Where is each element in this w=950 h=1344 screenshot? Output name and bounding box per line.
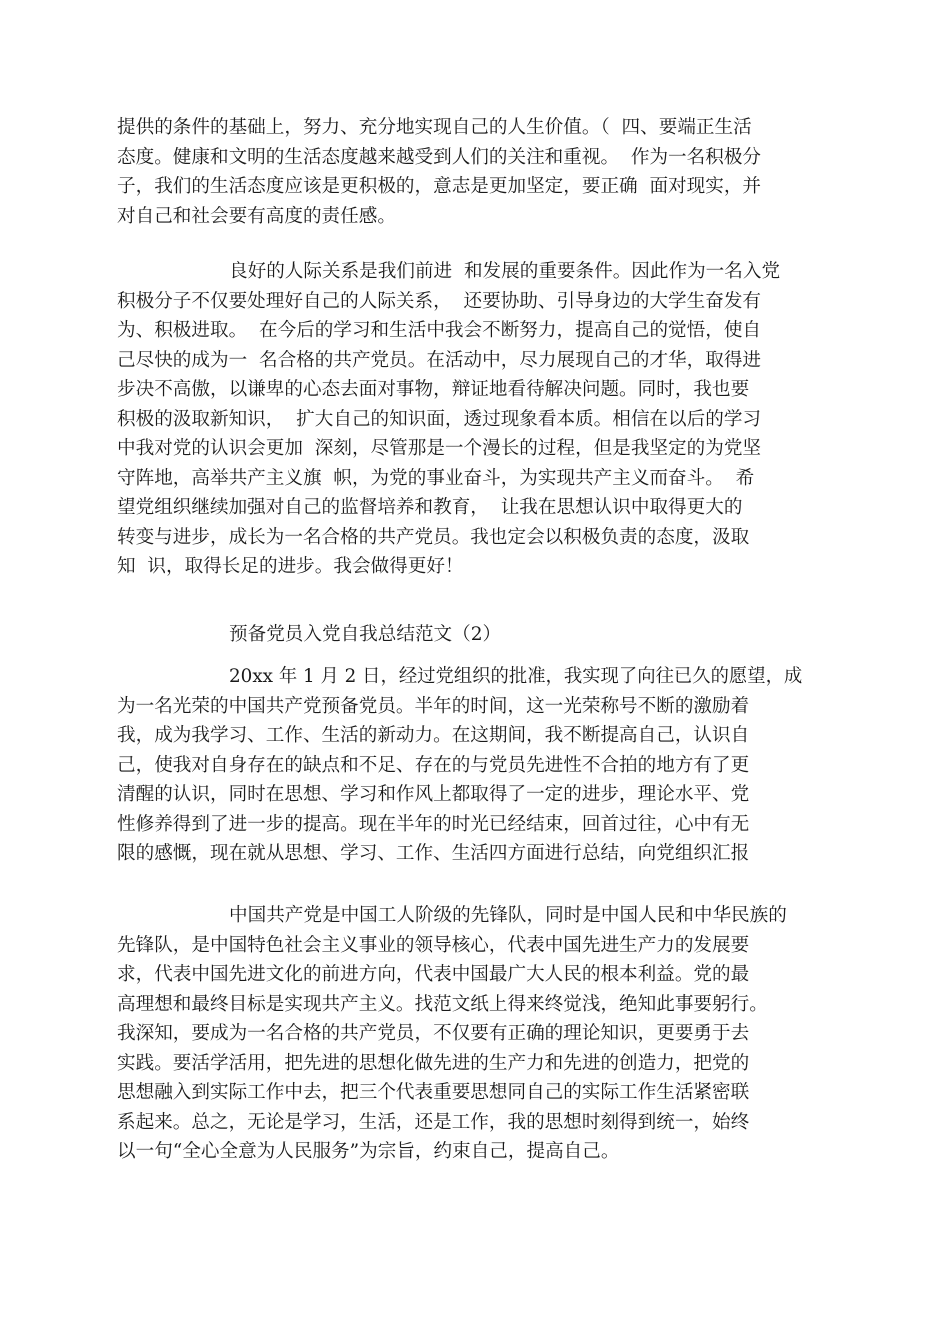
text-line: 先锋队，是中国特色社会主义事业的领导核心，代表中国先进生产力的发展要 <box>117 934 750 956</box>
text-line: 积极的汲取新知识， 扩大自己的知识面，透过现象看本质。相信在以后的学习 <box>117 408 762 430</box>
text-line: 限的感慨，现在就从思想、学习、工作、生活四方面进行总结，向党组织汇报 <box>117 843 750 864</box>
text-line: 转变与进步，成长为一名合格的共产党员。我也定会以积极负责的态度，汲取 <box>117 526 750 548</box>
text-line: 高理想和最终目标是实现共产主义。找范文纸上得来终觉浅，绝知此事要躬行。 <box>117 993 768 1015</box>
text-line: 望党组织继续加强对自己的监督培养和教育， 让我在思想认识中取得更大的 <box>117 497 743 518</box>
text-line: 思想融入到实际工作中去，把三个代表重要思想同自己的实际工作生活紧密联 <box>117 1082 750 1103</box>
text-line: 守阵地，高举共产主义旗 帜，为党的事业奋斗，为实现共产主义而奋斗。 希 <box>117 467 755 489</box>
text-line: 提供的条件的基础上，努力、充分地实现自己的人生价值。（ 四、要端正生活 <box>117 117 752 138</box>
text-line: 己尽快的成为一 名合格的共产党员。在活动中，尽力展现自己的才华，取得进 <box>117 349 762 371</box>
text-line: 为、积极进取。 在今后的学习和生活中我会不断努力，提高自己的觉悟，使自 <box>117 320 762 341</box>
text-line: 态度。健康和文明的生活态度越来越受到人们的关注和重视。 作为一名积极分 <box>117 146 762 168</box>
text-line: 积极分子不仅要处理好自己的人际关系， 还要协助、引导身边的大学生奋发有 <box>117 290 762 312</box>
text-line: 知 识，取得长足的进步。我会做得更好！ <box>117 556 464 577</box>
text-line: 步决不高傲，以谦卑的心态去面对事物，辩证地看待解决问题。同时，我也要 <box>117 379 750 400</box>
text-line: 中国共产党是中国工人阶级的先锋队，同时是中国人民和中华民族的 <box>229 905 787 926</box>
text-line: 以一句“全心全意为人民服务”为宗旨，约束自己，提高自己。 <box>117 1141 620 1162</box>
text-line: 己，使我对自身存在的缺点和不足、存在的与党员先进性不合拍的地方有了更 <box>117 754 750 776</box>
text-line: 子，我们的生活态度应该是更积极的，意志是更加坚定，要正确 面对现实，并 <box>117 176 762 197</box>
text-line: 清醒的认识，同时在思想、学习和作风上都取得了一定的进步，理论水平、党 <box>117 784 750 805</box>
text-line: 为一名光荣的中国共产党预备党员。半年的时间，这一光荣称号不断的激励着 <box>117 695 750 717</box>
text-line: 对自己和社会要有高度的责任感。 <box>117 205 396 227</box>
text-line: 性修养得到了进一步的提高。现在半年的时光已经结束，回首过往，心中有无 <box>117 813 750 835</box>
text-line: 20xx 年 1 月 2 日，经过党组织的批准，我实现了向往已久的愿望，成 <box>229 666 803 687</box>
text-line: 我深知，要成为一名合格的共产党员，不仅要有正确的理论知识，更要勇于去 <box>117 1023 750 1044</box>
text-line: 系起来。总之，无论是学习，生活，还是工作，我的思想时刻得到统一，始终 <box>117 1111 750 1133</box>
text-line: 良好的人际关系是我们前进 和发展的重要条件。因此作为一名入党 <box>229 261 781 282</box>
text-line: 实践。要活学活用，把先进的思想化做先进的生产力和先进的创造力，把党的 <box>117 1052 750 1074</box>
text-line: 求，代表中国先进文化的前进方向，代表中国最广大人民的根本利益。党的最 <box>117 964 750 985</box>
text-line: 我，成为我学习、工作、生活的新动力。在这期间，我不断提高自己，认识自 <box>117 725 750 746</box>
text-line: 中我对党的认识会更加 深刻，尽管那是一个漫长的过程，但是我坚定的为党坚 <box>117 438 762 459</box>
section-heading: 预备党员入党自我总结范文（2） <box>229 624 502 645</box>
